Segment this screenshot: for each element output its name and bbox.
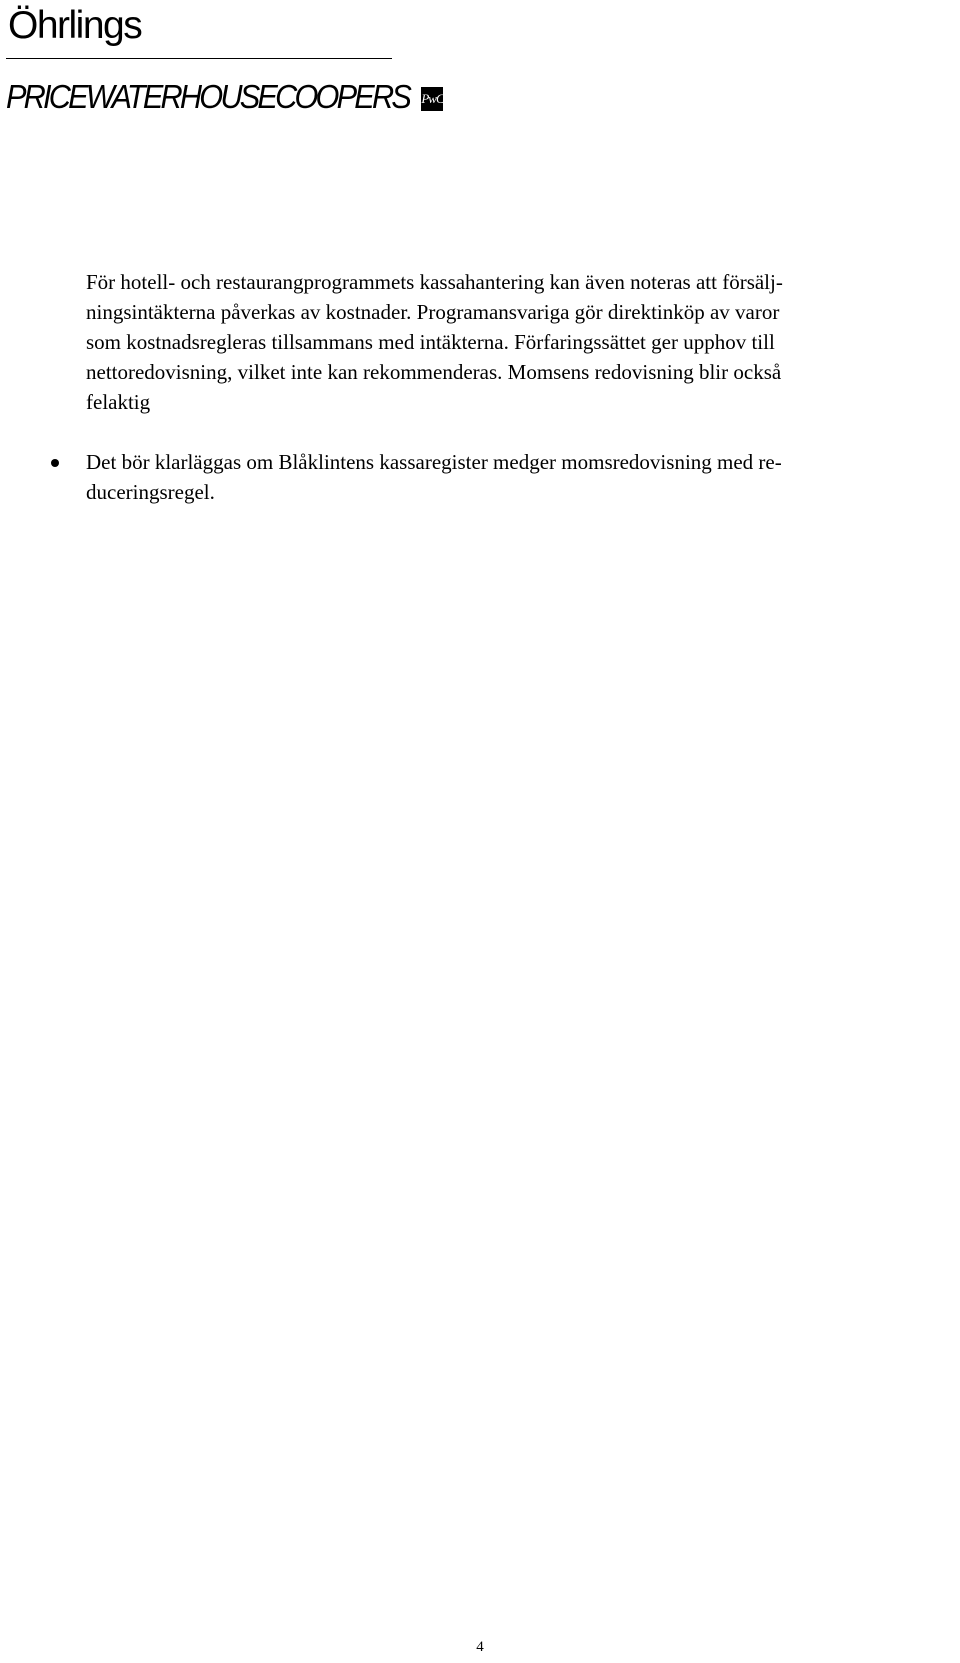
brand-divider [6, 58, 392, 59]
brand-pwc-wordmark: PRICEWATERHOUSECOOPERS [6, 78, 410, 115]
pwc-seal-icon: PwC [421, 87, 443, 111]
brand-pwc-logo [6, 69, 444, 117]
document-body [86, 267, 956, 507]
list-item [86, 447, 956, 507]
brand-ohrlings: Öhrlings [8, 4, 142, 47]
bullet-text: Det bör klarläggas om Blåklintens kassaregister medger momsredovisning med re- duceringsregel. [86, 450, 782, 504]
bullet-icon [51, 459, 59, 467]
header-logo [6, 4, 444, 117]
page-number: 4 [476, 1639, 484, 1655]
body-paragraph: För hotell- och restaurangprogrammets kassahantering kan även noteras att försälj- ningsintäkterna påverkas av kostnader. Programansvariga gör direktinköp av varor som kostnadsregleras tillsammans med intäkterna. Förfaringssättet ger upphov till nettoredovisning, vilket inte kan rekommenderas. Momsens redovisning blir också felaktig [86, 270, 783, 414]
